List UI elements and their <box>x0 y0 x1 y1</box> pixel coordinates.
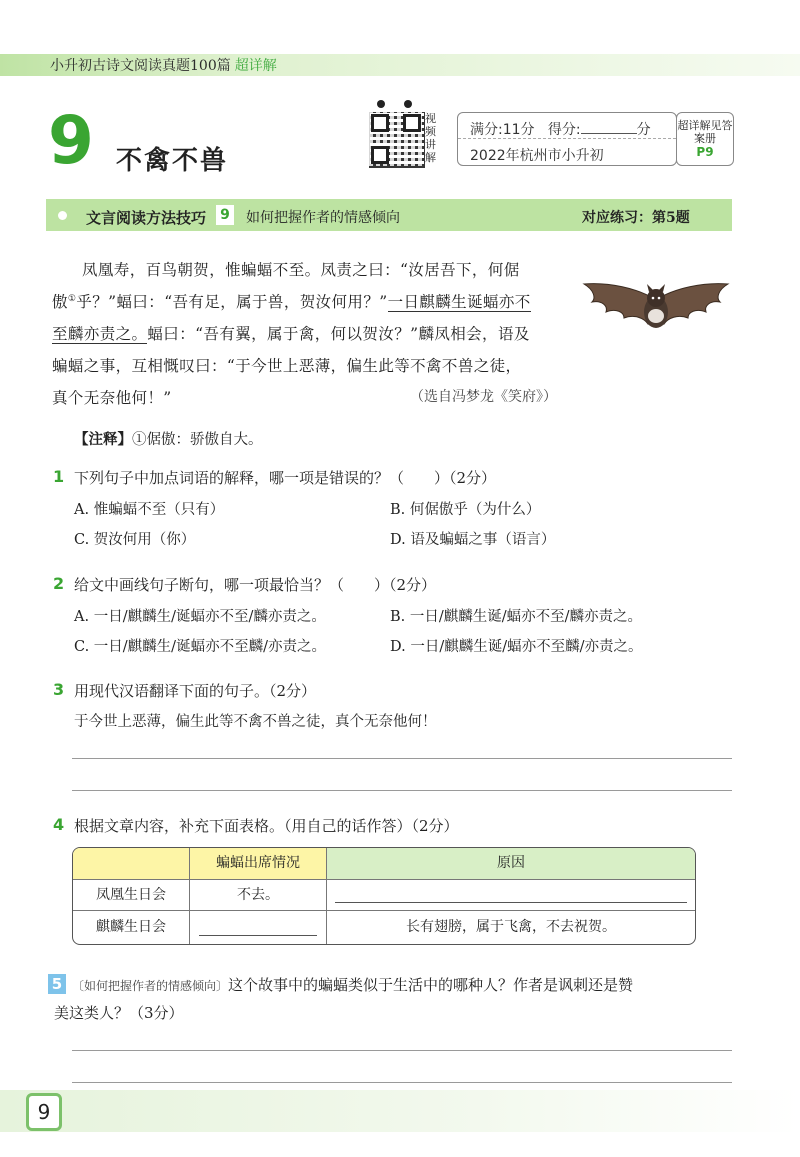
option-b[interactable]: B. 何倨傲乎（为什么） <box>390 502 541 518</box>
answer-line[interactable] <box>72 1050 732 1051</box>
question-number: 3 <box>53 680 65 699</box>
lesson-number: 9 <box>48 102 94 179</box>
question-text: 根据文章内容，补充下面表格。（用自己的话作答）（2分） <box>74 817 459 835</box>
answer-line[interactable] <box>72 758 732 759</box>
translate-sentence: 于今世上恶薄，偏生此等不禽不兽之徒，真个无奈他何！ <box>74 714 437 730</box>
option-d[interactable]: D. 语及蝙蝠之事（语言） <box>390 532 556 548</box>
question-text: 给文中画线句子断句，哪一项最恰当？（ ）（2分） <box>74 576 437 594</box>
page-number: 9 <box>26 1093 62 1131</box>
question-text: 用现代汉语翻译下面的句子。（2分） <box>74 682 317 700</box>
annotation: 【注释】①倨傲：骄傲自大。 <box>74 432 263 448</box>
book-title: 小升初古诗文阅读真题100篇 超详解 <box>50 58 277 74</box>
answer-ref-label: 超详解见答案册 <box>677 119 733 145</box>
underlined-sentence: 至麟亦责之。 <box>52 325 148 343</box>
question-number: 2 <box>53 574 65 593</box>
table-corner <box>73 848 190 880</box>
exam-source: 2022年杭州市小升初 <box>470 148 604 164</box>
bat-icon <box>578 278 734 340</box>
underlined-sentence: 一日麒麟生诞蝠亦不 <box>387 293 531 311</box>
qr-antenna <box>404 100 412 108</box>
table-cell: 不去。 <box>190 880 327 911</box>
passage-line: 真个无奈他何！” <box>52 389 172 407</box>
option-c[interactable]: C. 贺汝何用（你） <box>74 532 196 548</box>
footer-strip <box>0 1090 800 1132</box>
qr-corner <box>371 114 389 132</box>
answer-line[interactable] <box>72 1082 732 1083</box>
qr-corner <box>371 146 389 164</box>
option-a[interactable]: A. 惟蝙蝠不至（只有） <box>74 502 225 518</box>
method-practice: 对应练习：第5题 <box>582 210 690 226</box>
answer-ref-page: P9 <box>696 145 714 159</box>
book-accent: 超详解 <box>234 58 277 74</box>
answer-table <box>72 847 696 945</box>
lesson-title: 不禽不兽 <box>116 146 229 176</box>
question-number: 1 <box>53 467 65 486</box>
option-a[interactable]: A. 一日/麒麟生/诞蝠亦不至/麟亦责之。 <box>74 609 326 625</box>
question-number: 5 <box>48 974 66 994</box>
passage-line: 傲①乎？”蝠曰：“吾有足，属于兽，贺汝何用？”一日麒麟生诞蝠亦不 <box>52 293 531 311</box>
passage-line: 蝙蝠之事，互相慨叹曰：“于今世上恶薄，偏生此等不禽不兽之徒， <box>52 357 522 375</box>
score-row: 满分:11分 得分: 分 <box>470 122 651 138</box>
passage-source: （选自冯梦龙《笑府》） <box>410 389 557 405</box>
question-text: 〔如何把握作者的情感倾向〕这个故事中的蝙蝠类似于生活中的哪种人？作者是讽刺还是赞 <box>72 976 634 994</box>
qr-label: 视频讲解 <box>425 112 436 164</box>
table-cell: 长有翅膀，属于飞禽，不去祝贺。 <box>406 919 616 935</box>
table-cell-blank[interactable] <box>190 911 327 944</box>
passage-line: 凤凰寿，百鸟朝贺，惟蝙蝠不至。凤责之曰：“汝居吾下，何倨 <box>82 261 520 279</box>
option-b[interactable]: B. 一日/麒麟生诞/蝠亦不至/麟亦责之。 <box>390 609 643 625</box>
qr-antenna <box>377 100 385 108</box>
table-header: 蝙蝠出席情况 <box>190 848 327 880</box>
table-cell-blank[interactable] <box>327 880 695 911</box>
question-text: 下列句子中加点词语的解释，哪一项是错误的？（ ）（2分） <box>74 469 497 487</box>
table-cell: 麒麟生日会 <box>73 911 190 944</box>
answer-line[interactable] <box>72 790 732 791</box>
qr-corner <box>403 114 421 132</box>
method-title: 文言阅读方法技巧 <box>86 209 207 227</box>
option-c[interactable]: C. 一日/麒麟生/诞蝠亦不至麟/亦责之。 <box>74 639 326 655</box>
bullet-icon <box>58 211 67 220</box>
passage-line: 至麟亦责之。蝠曰：“吾有翼，属于禽，何以贺汝？”麟凤相会，语及 <box>52 325 530 343</box>
method-desc: 如何把握作者的情感倾向 <box>246 210 400 226</box>
score-blank[interactable] <box>581 133 637 134</box>
question-number: 4 <box>53 815 65 834</box>
score-box <box>457 112 677 166</box>
answer-ref-box <box>676 112 734 166</box>
question-text: 美这类人？（3分） <box>54 1004 184 1022</box>
table-cell: 凤凰生日会 <box>73 880 190 911</box>
method-number: 9 <box>216 205 234 225</box>
table-header: 原因 <box>327 848 695 880</box>
option-d[interactable]: D. 一日/麒麟生诞/蝠亦不至麟/亦责之。 <box>390 639 643 655</box>
